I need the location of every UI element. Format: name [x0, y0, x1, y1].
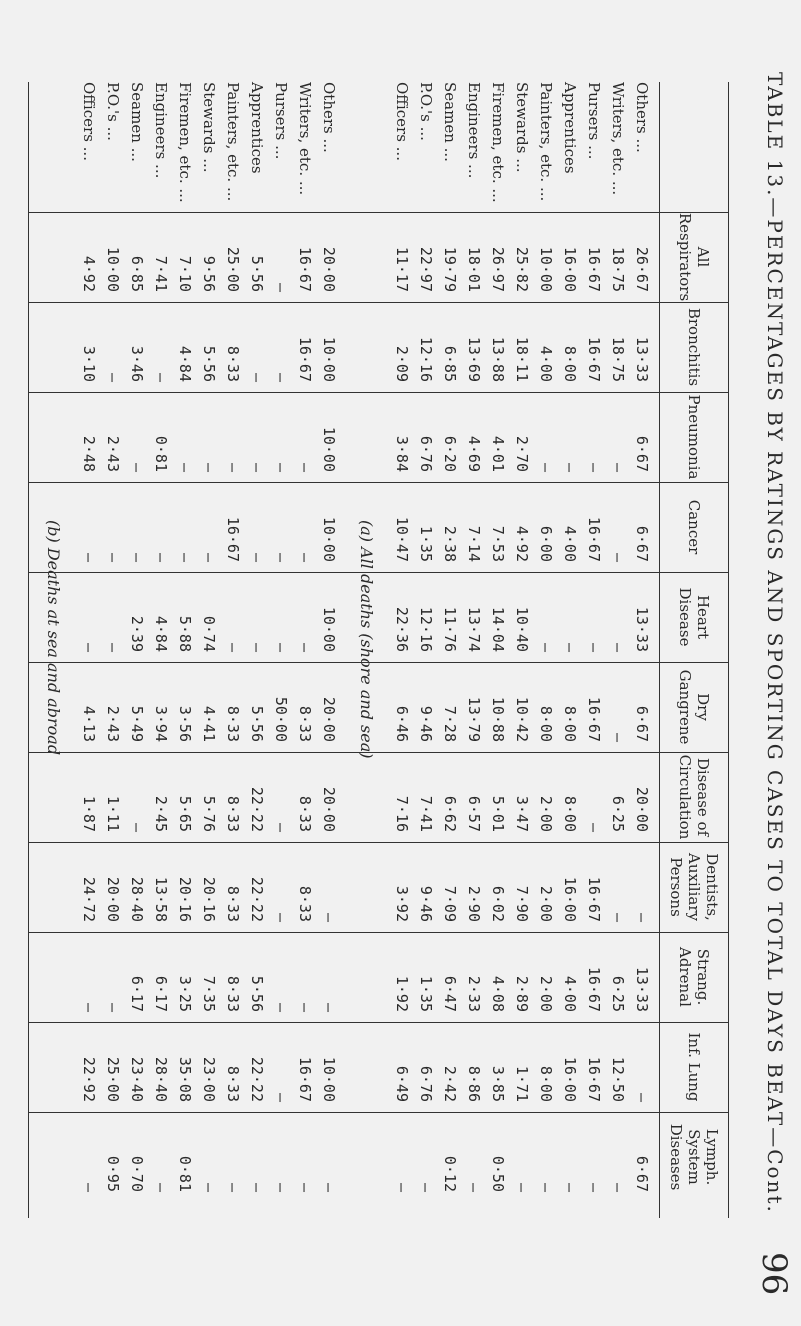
table-cell: 4·13	[80, 705, 98, 742]
table-cell: 4·00	[561, 525, 579, 562]
table-cell: —	[296, 462, 314, 472]
table-cell: —	[152, 1182, 170, 1192]
column-divider	[29, 932, 729, 933]
table-cell: 50·00	[272, 696, 290, 742]
column-divider	[29, 302, 729, 303]
column-divider	[29, 482, 729, 483]
table-cell: 7·10	[176, 255, 194, 292]
table-cell: 5·65	[176, 795, 194, 832]
table-cell: 6·67	[633, 435, 651, 472]
header-cell: Dry Gangrene	[676, 669, 712, 745]
table-cell: 16·67	[585, 1056, 603, 1102]
table-cell: 26·67	[633, 246, 651, 292]
column-divider	[29, 212, 729, 213]
column-divider	[29, 1022, 729, 1023]
table-cell: —	[104, 372, 122, 382]
table-cell: 8·33	[224, 795, 242, 832]
table-cell: 6·46	[393, 705, 411, 742]
table-cell: —	[465, 1182, 483, 1192]
header-cell: Disease of Circulation	[676, 754, 712, 840]
table-cell: 28·40	[152, 1056, 170, 1102]
table-cell: 0·81	[176, 1155, 194, 1192]
bottom-rule	[28, 82, 29, 1218]
table-cell: 13·88	[489, 336, 507, 382]
table-cell: —	[537, 642, 555, 652]
table-cell: —	[272, 1182, 290, 1192]
table-cell: 4·92	[513, 525, 531, 562]
table-cell: —	[248, 1182, 266, 1192]
table-cell: —	[296, 1182, 314, 1192]
table-cell: —	[296, 1002, 314, 1012]
table-cell: 10·00	[537, 246, 555, 292]
table-cell: —	[152, 372, 170, 382]
table-cell: 16·67	[585, 876, 603, 922]
table-cell: —	[104, 642, 122, 652]
table-cell: 5·49	[128, 705, 146, 742]
table-cell: —	[224, 462, 242, 472]
table-cell: —	[393, 1182, 411, 1192]
header-cell: Inf. Lung	[685, 1032, 703, 1102]
table-cell: 6·02	[489, 885, 507, 922]
column-divider	[29, 842, 729, 843]
table-cell: —	[320, 912, 338, 922]
row-label: Stewards ...	[200, 82, 218, 173]
table-cell: —	[200, 552, 218, 562]
table-cell: 20·16	[200, 876, 218, 922]
table-cell: 2·00	[537, 885, 555, 922]
table-cell: 16·67	[585, 246, 603, 292]
table-cell: —	[633, 1092, 651, 1102]
row-label: Stewards ...	[513, 82, 531, 173]
table-cell: 10·47	[393, 516, 411, 562]
table-cell: 4·84	[176, 345, 194, 382]
table-cell: 6·85	[441, 345, 459, 382]
row-label: Writers, etc. ...	[296, 82, 314, 196]
table-cell: 10·88	[489, 696, 507, 742]
table-cell: —	[609, 552, 627, 562]
table-cell: 1·35	[417, 525, 435, 562]
table-cell: 0·81	[152, 435, 170, 472]
table-cell: 6·17	[152, 975, 170, 1012]
table-cell: 4·69	[465, 435, 483, 472]
table-cell: —	[537, 462, 555, 472]
caption-b: (b) Deaths at sea and abroad	[44, 520, 63, 756]
table-cell: 20·00	[104, 876, 122, 922]
table-cell: 8·33	[296, 885, 314, 922]
table-cell: 25·00	[104, 1056, 122, 1102]
table-cell: 10·00	[320, 516, 338, 562]
table-cell: 8·00	[561, 345, 579, 382]
table-cell: 5·76	[200, 795, 218, 832]
row-label: Painters, etc. ...	[537, 82, 555, 202]
table-cell: 12·16	[417, 336, 435, 382]
page-number: 96	[754, 1252, 794, 1296]
table-cell: 18·01	[465, 246, 483, 292]
table-cell: 16·67	[585, 336, 603, 382]
table-cell: 6·20	[441, 435, 459, 472]
table-cell: 6·85	[128, 255, 146, 292]
table-cell: 3·10	[80, 345, 98, 382]
table-cell: 20·00	[320, 696, 338, 742]
table-cell: 2·43	[104, 435, 122, 472]
table-cell: 16·00	[561, 246, 579, 292]
table-cell: —	[248, 372, 266, 382]
table-cell: 13·33	[633, 606, 651, 652]
table-cell: 20·16	[176, 876, 194, 922]
table-cell: —	[272, 1092, 290, 1102]
table-cell: —	[272, 552, 290, 562]
table-cell: 5·56	[200, 345, 218, 382]
table-cell: —	[248, 642, 266, 652]
table-cell: —	[80, 552, 98, 562]
table-cell: —	[585, 462, 603, 472]
table-cell: 25·82	[513, 246, 531, 292]
table-cell: 4·01	[489, 435, 507, 472]
table-cell: 8·33	[224, 1065, 242, 1102]
table-cell: 2·90	[465, 885, 483, 922]
table-cell: 22·92	[80, 1056, 98, 1102]
table-cell: 6·57	[465, 795, 483, 832]
table-cell: —	[272, 822, 290, 832]
table-cell: 0·70	[128, 1155, 146, 1192]
table-cell: —	[609, 732, 627, 742]
table-cell: —	[561, 462, 579, 472]
table-cell: 6·62	[441, 795, 459, 832]
table-cell: 13·33	[633, 336, 651, 382]
table-cell: —	[585, 1182, 603, 1192]
table-cell: 0·12	[441, 1155, 459, 1192]
table-cell: —	[296, 552, 314, 562]
table-cell: 18·11	[513, 336, 531, 382]
column-divider	[29, 752, 729, 753]
table-cell: 3·84	[393, 435, 411, 472]
table-cell: 12·50	[609, 1056, 627, 1102]
row-label: Apprentices	[561, 82, 579, 174]
column-divider	[29, 392, 729, 393]
row-label: Apprentices	[248, 82, 266, 174]
table-cell: —	[513, 1182, 531, 1192]
table-cell: 26·97	[489, 246, 507, 292]
table-cell: 2·00	[537, 975, 555, 1012]
table-cell: 20·00	[320, 786, 338, 832]
table-cell: 10·00	[320, 606, 338, 652]
table-cell: 2·39	[128, 615, 146, 652]
table-cell: —	[80, 1002, 98, 1012]
table-cell: —	[296, 642, 314, 652]
table-cell: —	[104, 552, 122, 562]
table-cell: 4·00	[561, 975, 579, 1012]
table-cell: —	[272, 912, 290, 922]
table-cell: 23·40	[128, 1056, 146, 1102]
table-cell: 16·00	[561, 876, 579, 922]
table-cell: 8·00	[537, 705, 555, 742]
table-cell: —	[128, 552, 146, 562]
table-cell: 7·28	[441, 705, 459, 742]
table-cell: —	[320, 1002, 338, 1012]
table-cell: 3·25	[176, 975, 194, 1012]
table-cell: 16·67	[585, 966, 603, 1012]
table-cell: 8·33	[224, 885, 242, 922]
row-label: P.O.'s ...	[417, 82, 435, 141]
table-cell: 4·00	[537, 345, 555, 382]
table-cell: 3·92	[393, 885, 411, 922]
table-cell: —	[224, 642, 242, 652]
table-cell: 2·89	[513, 975, 531, 1012]
table-cell: 7·14	[465, 525, 483, 562]
table-cell: 6·25	[609, 975, 627, 1012]
table-cell: 0·74	[200, 615, 218, 652]
table-cell: 13·74	[465, 606, 483, 652]
header-cell: Cancer	[685, 499, 703, 555]
top-rule	[728, 82, 729, 1218]
table-cell: 8·00	[561, 795, 579, 832]
table-cell: 7·09	[441, 885, 459, 922]
table-cell: 20·00	[320, 246, 338, 292]
table-cell: 2·42	[441, 1065, 459, 1102]
table-cell: 16·00	[561, 1056, 579, 1102]
table-cell: —	[272, 462, 290, 472]
table-cell: 6·25	[609, 795, 627, 832]
table-cell: —	[561, 642, 579, 652]
table-cell: 2·33	[465, 975, 483, 1012]
table-cell: 6·76	[417, 435, 435, 472]
table-cell: 0·95	[104, 1155, 122, 1192]
table-cell: —	[272, 1002, 290, 1012]
table-cell: 11·76	[441, 606, 459, 652]
table-cell: 6·67	[633, 525, 651, 562]
table-cell: 8·33	[224, 705, 242, 742]
table-cell: 16·67	[296, 246, 314, 292]
table-cell: 2·09	[393, 345, 411, 382]
table-cell: 14·04	[489, 606, 507, 652]
table-cell: —	[80, 1182, 98, 1192]
table-cell: —	[152, 552, 170, 562]
table-cell: 8·00	[537, 1065, 555, 1102]
table-cell: 3·46	[128, 345, 146, 382]
table-cell: —	[320, 1182, 338, 1192]
table-cell: 4·84	[152, 615, 170, 652]
table-cell: 10·00	[320, 1056, 338, 1102]
table-cell: 6·47	[441, 975, 459, 1012]
table-cell: 12·16	[417, 606, 435, 652]
table-cell: 22·22	[248, 1056, 266, 1102]
table-cell: 7·35	[200, 975, 218, 1012]
table-cell: —	[200, 462, 218, 472]
table-cell: —	[633, 912, 651, 922]
table-cell: 3·85	[489, 1065, 507, 1102]
table-cell: —	[176, 462, 194, 472]
table-cell: —	[104, 1002, 122, 1012]
table-cell: 1·35	[417, 975, 435, 1012]
header-cell: Dentists, Auxiliary Persons	[667, 853, 721, 921]
table-cell: —	[609, 1182, 627, 1192]
table-cell: 6·00	[537, 525, 555, 562]
table-cell: 13·79	[465, 696, 483, 742]
table-cell: 8·33	[296, 705, 314, 742]
table-cell: —	[272, 642, 290, 652]
header-rule	[659, 82, 660, 1218]
table-cell: 7·90	[513, 885, 531, 922]
row-label: Seamen ...	[128, 82, 146, 162]
table-cell: 9·46	[417, 885, 435, 922]
table-cell: 6·49	[393, 1065, 411, 1102]
table-cell: 1·71	[513, 1065, 531, 1102]
table-cell: 6·17	[128, 975, 146, 1012]
table-cell: —	[585, 642, 603, 652]
table-cell: —	[537, 1182, 555, 1192]
table-cell: 2·00	[537, 795, 555, 832]
table-cell: 8·33	[224, 345, 242, 382]
table-cell: —	[585, 822, 603, 832]
table-cell: —	[176, 552, 194, 562]
table-cell: 24·72	[80, 876, 98, 922]
row-label: P.O.'s ...	[104, 82, 122, 141]
table-cell: 7·41	[417, 795, 435, 832]
table-header-row	[664, 82, 724, 1218]
table-cell: 8·86	[465, 1065, 483, 1102]
table-cell: —	[248, 462, 266, 472]
table-cell: 13·33	[633, 966, 651, 1012]
table-cell: 0·50	[489, 1155, 507, 1192]
table-cell: 25·00	[224, 246, 242, 292]
row-label: Pursers ...	[272, 82, 290, 160]
table-cell: —	[417, 1182, 435, 1192]
table-cell: 20·00	[633, 786, 651, 832]
table-cell: 16·67	[224, 516, 242, 562]
table-cell: —	[224, 1182, 242, 1192]
table-cell: 23·00	[200, 1056, 218, 1102]
table-cell: —	[200, 1182, 218, 1192]
table-cell: 7·16	[393, 795, 411, 832]
table-cell: —	[248, 552, 266, 562]
header-cell: Pneumonia	[685, 394, 703, 480]
row-label: Officers ...	[80, 82, 98, 161]
table-cell: 7·53	[489, 525, 507, 562]
table-cell: 16·67	[585, 696, 603, 742]
table-cell: 19·79	[441, 246, 459, 292]
table-cell: 10·00	[320, 336, 338, 382]
table-cell: 8·33	[224, 975, 242, 1012]
table-cell: 22·22	[248, 786, 266, 832]
table-cell: 5·56	[248, 975, 266, 1012]
table-cell: 3·56	[176, 705, 194, 742]
table-cell: 6·76	[417, 1065, 435, 1102]
row-label: Officers ...	[393, 82, 411, 161]
table-cell: 11·17	[393, 246, 411, 292]
table-cell: 10·40	[513, 606, 531, 652]
table-cell: 9·56	[200, 255, 218, 292]
table-cell: —	[609, 642, 627, 652]
table-cell: 4·92	[80, 255, 98, 292]
table-cell: 13·58	[152, 876, 170, 922]
row-label: Painters, etc. ...	[224, 82, 242, 202]
table-cell: 2·43	[104, 705, 122, 742]
row-label: Engineers ...	[465, 82, 483, 179]
column-divider	[29, 662, 729, 663]
table-cell: 8·33	[296, 795, 314, 832]
table-cell: 3·47	[513, 795, 531, 832]
header-cell: Lymph. System Diseases	[667, 1123, 721, 1191]
header-cell: Heart Disease	[676, 587, 712, 647]
header-cell: Bronchitis	[685, 307, 703, 387]
row-label: Engineers ...	[152, 82, 170, 179]
table-cell: —	[128, 462, 146, 472]
table-cell: 2·38	[441, 525, 459, 562]
column-divider	[29, 1112, 729, 1113]
table-cell: 2·70	[513, 435, 531, 472]
table-cell: 8·00	[561, 705, 579, 742]
table-cell: 22·22	[248, 876, 266, 922]
table-cell: 3·94	[152, 705, 170, 742]
row-label: Pursers ...	[585, 82, 603, 160]
header-cell: Strang. Adrenal	[676, 947, 712, 1007]
table-cell: 18·75	[609, 336, 627, 382]
table-cell: 5·56	[248, 255, 266, 292]
caption-a: (a) All deaths (shore and sea)	[357, 520, 376, 759]
table-cell: 28·40	[128, 876, 146, 922]
table-cell: 7·41	[152, 255, 170, 292]
table-cell: —	[128, 822, 146, 832]
table-cell: —	[561, 1182, 579, 1192]
table-cell: 4·41	[200, 705, 218, 742]
row-label: Others ...	[633, 82, 651, 153]
table-cell: 1·92	[393, 975, 411, 1012]
table-cell: 2·45	[152, 795, 170, 832]
table-cell: 16·67	[296, 336, 314, 382]
header-cell: All Respirators	[676, 212, 712, 302]
row-label: Firemen, etc. ...	[176, 82, 194, 203]
table-cell: 5·01	[489, 795, 507, 832]
table-cell: —	[272, 372, 290, 382]
table-cell: 10·00	[104, 246, 122, 292]
table-cell: 22·97	[417, 246, 435, 292]
table-cell: —	[80, 642, 98, 652]
table-cell: —	[609, 912, 627, 922]
column-divider	[29, 572, 729, 573]
row-label: Others ...	[320, 82, 338, 153]
table-title: TABLE 13.—PERCENTAGES BY RATINGS AND SPORTING CASES TO TOTAL DAYS BEAT—Cont.	[763, 72, 787, 1214]
table-cell: 6·67	[633, 1155, 651, 1192]
table-cell: 10·42	[513, 696, 531, 742]
table-cell: 13·69	[465, 336, 483, 382]
row-label: Writers, etc. ...	[609, 82, 627, 196]
table-cell: 16·67	[585, 516, 603, 562]
table-cell: —	[609, 462, 627, 472]
table-cell: 22·36	[393, 606, 411, 652]
table-cell: 9·46	[417, 705, 435, 742]
table-cell: 6·67	[633, 705, 651, 742]
table-cell: 1·11	[104, 795, 122, 832]
row-label: Seamen ...	[441, 82, 459, 162]
table-cell: 10·00	[320, 426, 338, 472]
table-cell: 35·08	[176, 1056, 194, 1102]
table-cell: 18·75	[609, 246, 627, 292]
table-cell: 2·48	[80, 435, 98, 472]
table-cell: 4·08	[489, 975, 507, 1012]
row-label: Firemen, etc. ...	[489, 82, 507, 203]
table-cell: 5·88	[176, 615, 194, 652]
table-cell: 16·67	[296, 1056, 314, 1102]
table-cell: —	[272, 282, 290, 292]
table-cell: 1·87	[80, 795, 98, 832]
table-cell: 5·56	[248, 705, 266, 742]
